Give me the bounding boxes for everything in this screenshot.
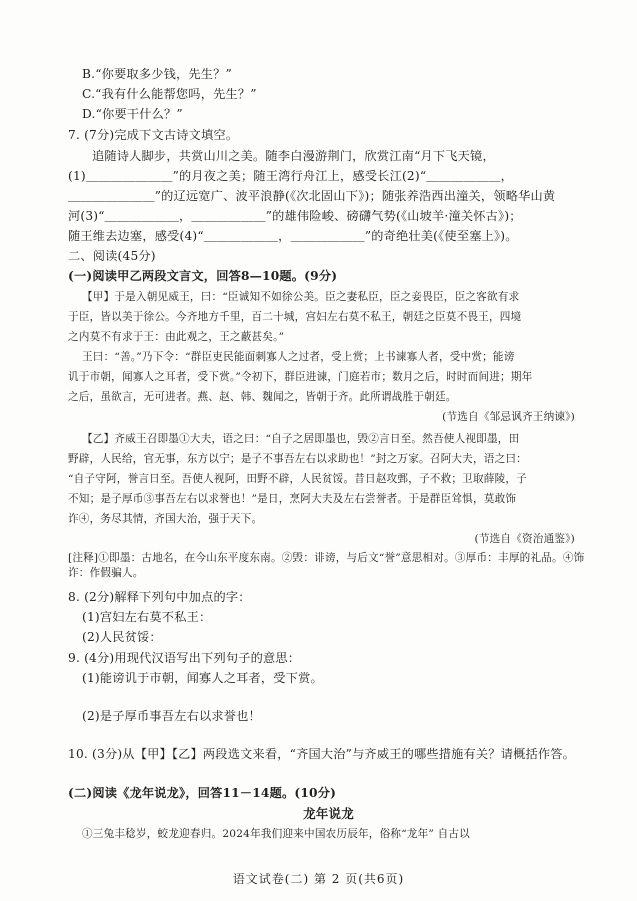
passage-b-line: 不知；是子厚币③事吾左右以求誉也！”是日，烹阿大夫及左右尝誉者。于是群臣耸惧，莫敢饰: [68, 493, 517, 505]
source-b: (节选自《资治通鉴》): [474, 533, 575, 545]
source-a: (节选自《邹忌讽齐王纳谏》): [442, 411, 575, 423]
q9-head: 9. (4分)用现代汉语写出下列句子的意思：: [68, 651, 301, 665]
passage-b-line: 诈④，务尽其情，齐国大治，强于天下。: [68, 513, 263, 525]
passage-a-line: 之后，虽欲言，无可进者。燕、赵、韩、魏闻之，皆朝于齐。此所谓战胜于朝廷。: [68, 391, 457, 403]
passage-a-line: 之内莫不有求于王：由此观之，王之蔽甚矣。”: [68, 331, 285, 343]
passage-a-line: 于臣，皆以美于徐公。今齐地方千里，百二十城，宫妇左右莫不私王，朝廷之臣莫不畏王，四境: [68, 311, 522, 323]
q7-line: 随王维去边塞，感受(4)“＿＿＿＿＿＿，＿＿＿＿＿＿”的奇绝壮美(《使至塞上》)。: [68, 229, 518, 243]
article-line: ①三兔丰稔岁，蛟龙迎春归。2024年我们迎来中国农历辰年，俗称“龙年” 自古以: [82, 828, 470, 840]
annotation-note: [注释]①即墨：古地名，在今山东平度东南。②毁：诽谤，与后文“誉”意思相对。③厚币：丰厚的礼品。④饰诈：作假骗人。: [68, 552, 585, 579]
q7-line: 追随诗人脚步，共赏山川之美。随李白漫游荆门，欣赏江南“月下飞天镜，: [92, 149, 495, 163]
q9-item-2: (2)是子厚币事吾左右以求誉也！: [82, 709, 261, 723]
q8-item-1: (1)宫妇左右莫不私王：: [82, 610, 212, 624]
passage-b-line: “自子守阿，誉言日至。吾使人视阿，田野不辟，人民贫馁。昔日赵攻鄄，子不救；卫取薛陵，子: [68, 473, 527, 485]
q10: 10. (3分)从【甲】【乙】两段选文来看，“齐国大治”与齐威王的哪些措施有关？请概括作答。: [68, 747, 576, 761]
passage-a-line: 王曰：“善。”乃下令：“群臣吏民能面刺寡人之过者，受上赏；上书谏寡人者，受中赏；能谤: [82, 351, 515, 363]
subsection-2: (二)阅读《龙年说龙》，回答11－14题。(10分): [68, 786, 337, 800]
q9-item-1: (1)能谤讥于市朝，闻寡人之耳者，受下赏。: [82, 671, 323, 685]
subsection-1: (一)阅读甲乙两段文言文，回答8—10题。(9分): [68, 269, 338, 283]
q7-line: 河(3)“＿＿＿＿＿＿，＿＿＿＿＿＿”的雄伟险峻、磅礴气势(《山坡羊·潼关怀古》)；: [68, 209, 522, 223]
article-title: 龙年说龙: [303, 806, 354, 821]
q7-line: ＿＿＿＿＿＿＿”的辽远宽广、波平浪静(《次北固山下》)；随张养浩西出潼关，领略华山黄: [68, 189, 556, 203]
option-b: B.“你要取多少钱，先生？”: [82, 67, 232, 81]
q8-head: 8. (2分)解释下列句中加点的字：: [68, 590, 251, 604]
option-d: D.“你要干什么？”: [82, 107, 183, 121]
passage-b-line: 【乙】齐威王召即墨①大夫，语之曰：“自子之居即墨也，毁②言日至。然吾使人视即墨，田: [82, 433, 520, 445]
q7-head: 7. (7分)完成下文古诗文填空。: [68, 128, 239, 142]
q8-item-2: (2)人民贫馁：: [82, 630, 162, 644]
passage-a-line: 讥于市朝，闻寡人之耳者，受下赏。”令初下，群臣进谏，门庭若市；数月之后，时时而间进；期年: [68, 371, 533, 383]
passage-a-line: 【甲】于是入朝见威王，曰：“臣诚知不如徐公美。臣之妻私臣，臣之妾畏臣，臣之客欲有求: [82, 291, 520, 303]
section-reading: 二、阅读(45分): [68, 249, 156, 263]
passage-b-line: 野辟，人民给，官无事，东方以宁；是子不事吾左右以求助也！”封之万家。召阿大夫，语之曰：: [68, 453, 527, 465]
option-c: C.“我有什么能帮您吗，先生？”: [82, 87, 257, 101]
page-footer: 语文试卷(二) 第 2 页(共6页): [232, 872, 405, 886]
q7-line: (1)＿＿＿＿＿＿＿”的月夜之美；随王湾行舟江上，感受长江(2)“＿＿＿＿＿＿，: [68, 169, 513, 183]
